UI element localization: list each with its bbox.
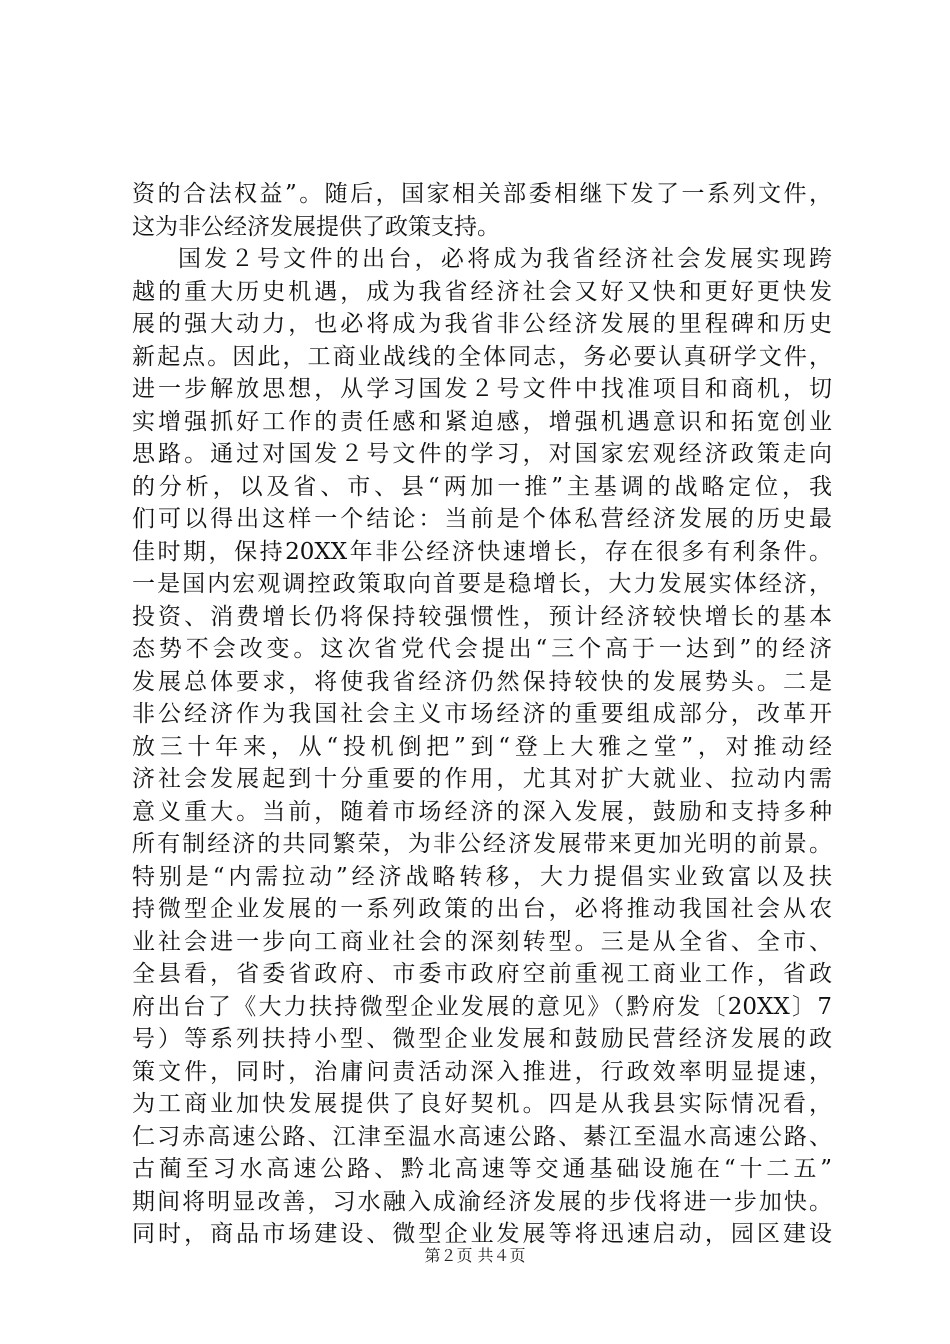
text-line: 非公经济作为我国社会主义市场经济的重要组成部分，改革开: [132, 701, 832, 727]
text-line: 新起点。因此，工商业战线的全体同志，务必要认真研学文件，: [132, 343, 832, 370]
text-line: 持微型企业发展的一系列政策的出台，必将推动我国社会从农: [132, 896, 832, 922]
page-number-footer: 第２页 共４页: [424, 1246, 526, 1265]
text-line: 同时，商品市场建设、微型企业发展等将迅速启动，园区建设: [132, 1221, 832, 1247]
text-line: 进一步解放思想，从学习国发２号文件中找准项目和商机，切: [132, 376, 832, 402]
text-line: 国发２号文件的出台，必将成为我省经济社会发展实现跨: [178, 246, 832, 272]
text-line: 古蔺至习水高速公路、黔北高速等交通基础设施在“十二五”: [132, 1156, 832, 1182]
text-line: 济社会发展起到十分重要的作用，尤其对扩大就业、拉动内需: [132, 766, 832, 792]
text-line: 为工商业加快发展提供了良好契机。四是从我县实际情况看，: [132, 1091, 832, 1117]
text-line: 越的重大历史机遇，成为我省经济社会又好又快和更好更快发: [132, 278, 832, 305]
text-line: 号）等系列扶持小型、微型企业发展和鼓励民营经济发展的政: [132, 1026, 832, 1052]
text-line: 实增强抓好工作的责任感和紧迫感，增强机遇意识和拓宽创业: [132, 408, 832, 435]
text-line: 的分析，以及省、市、县“两加一推”主基调的战略定位，我: [132, 473, 832, 500]
text-line: 这为非公经济发展提供了政策支持。: [132, 213, 500, 240]
text-line: 态势不会改变。这次省党代会提出“三个高于一达到”的经济: [132, 636, 832, 662]
text-line: 资的合法权益”。随后，国家相关部委相继下发了一系列文件，: [132, 181, 832, 207]
text-line: 所有制经济的共同繁荣，为非公经济发展带来更加光明的前景。: [132, 831, 832, 857]
document-body: [132, 178, 832, 1251]
text-line: 一是国内宏观调控政策取向首要是稳增长，大力发展实体经济，: [132, 571, 832, 597]
text-line: 们可以得出这样一个结论：当前是个体私营经济发展的历史最: [132, 506, 832, 532]
text-line: 业社会进一步向工商业社会的深刻转型。三是从全省、全市、: [132, 928, 832, 955]
text-line: 仁习赤高速公路、江津至温水高速公路、綦江至温水高速公路、: [132, 1123, 832, 1150]
text-line: 全县看，省委省政府、市委市政府空前重视工商业工作，省政: [132, 961, 832, 987]
text-line: 策文件，同时，治庸问责活动深入推进，行政效率明显提速，: [132, 1058, 832, 1085]
text-line: 期间将明显改善，习水融入成渝经济发展的步伐将进一步加快。: [132, 1188, 832, 1215]
text-line: 意义重大。当前，随着市场经济的深入发展，鼓励和支持多种: [132, 798, 832, 825]
text-line: 佳时期，保持20XX年非公经济快速增长，存在很多有利条件。: [132, 538, 832, 565]
text-line: 放三十年来，从“投机倒把”到“登上大雅之堂”，对推动经: [132, 733, 832, 760]
text-line: 展的强大动力，也必将成为我省非公经济发展的里程碑和历史: [132, 311, 832, 337]
text-line: 发展总体要求，将使我省经济仍然保持较快的发展势头。二是: [132, 668, 832, 695]
text-line: 特别是“内需拉动”经济战略转移，大力提倡实业致富以及扶: [132, 863, 832, 890]
text-line: 思路。通过对国发２号文件的学习，对国家宏观经济政策走向: [132, 441, 832, 467]
text-line: 投资、消费增长仍将保持较强惯性，预计经济较快增长的基本: [132, 603, 832, 630]
text-line: 府出台了《大力扶持微型企业发展的意见》（黔府发〔20XX〕7: [132, 993, 832, 1020]
